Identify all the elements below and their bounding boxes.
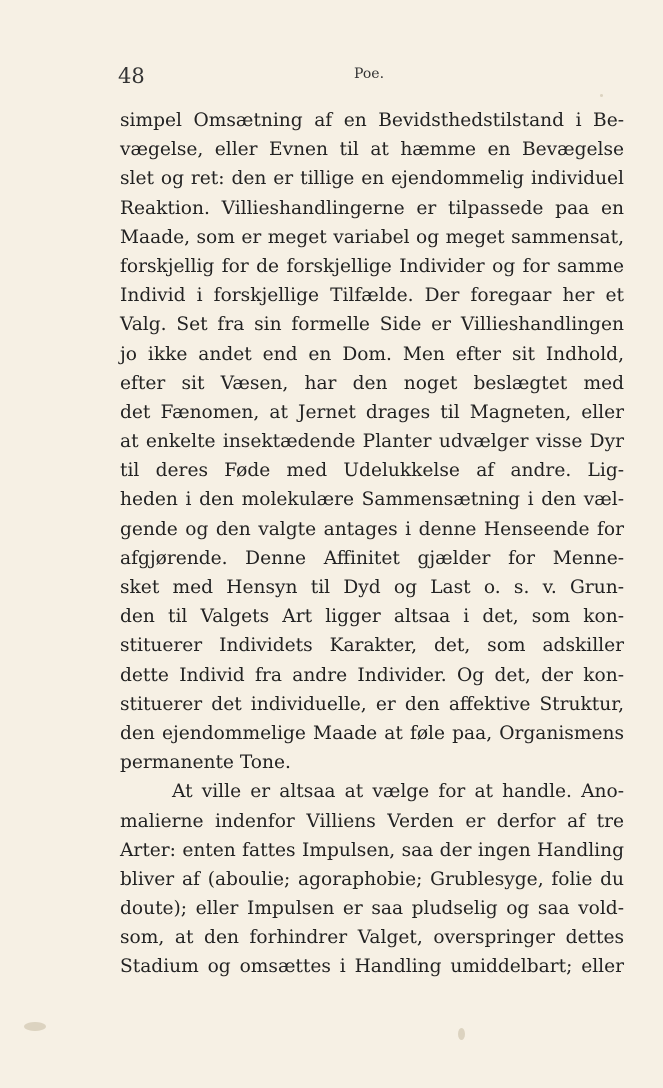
text-line: vægelse, eller Evnen til at hæmme en Bevægelse: [120, 139, 624, 161]
paper-speck: [458, 1028, 465, 1040]
text-line: stituerer Individets Karakter, det, som adskiller: [120, 635, 624, 657]
text-line: doute); eller Impulsen er saa pludselig og saa vold-: [120, 898, 624, 920]
text-line: til deres Føde med Udelukkelse af andre. Lig-: [120, 460, 624, 482]
page-header: [118, 64, 624, 94]
text-line: Individ i forskjellige Tilfælde. Der foregaar her et: [120, 285, 624, 307]
text-line: gende og den valgte antages i denne Henseende for: [120, 518, 624, 540]
text-line: Stadium og omsættes i Handling umiddelbart; eller: [120, 956, 624, 978]
paragraph-1: [120, 106, 624, 777]
text-line: malierne indenfor Villiens Verden er derfor af tre: [120, 810, 624, 832]
text-line: Valg. Set fra sin formelle Side er Villieshandlingen: [120, 314, 624, 336]
text-line: den til Valgets Art ligger altsaa i det, som kon-: [120, 606, 624, 628]
text-line: At ville er altsaa at vælge for at handle. Ano-: [172, 781, 624, 803]
text-line: efter sit Væsen, har den noget beslægtet med: [120, 372, 624, 394]
paragraph-2: [120, 777, 624, 981]
text-line: bliver af (aboulie; agoraphobie; Grublesyge, folie du: [120, 868, 624, 890]
text-line: simpel Omsætning af en Bevidsthedstilstand i Be-: [120, 110, 624, 131]
text-line: Maade, som er meget variabel og meget sammensat,: [120, 226, 624, 248]
text-line: stituerer det individuelle, er den affektive Struktur,: [120, 693, 624, 715]
paper-speck: [600, 94, 603, 97]
text-line: Reaktion. Villieshandlingerne er tilpassede paa en: [120, 197, 624, 219]
paper-speck: [24, 1022, 46, 1031]
text-line: som, at den forhindrer Valget, overspringer dettes: [120, 927, 624, 949]
text-line: jo ikke andet end en Dom. Men efter sit Indhold,: [120, 343, 624, 365]
text-line: slet og ret: den er tillige en ejendommelig individuel: [120, 168, 624, 190]
text-line: det Fænomen, at Jernet drages til Magneten, eller: [120, 401, 624, 423]
text-line: heden i den molekulære Sammensætning i den væl-: [120, 489, 624, 511]
text-line: permanente Tone.: [120, 752, 291, 774]
text-line: afgjørende. Denne Affinitet gjælder for Menne-: [120, 547, 624, 569]
text-line: dette Individ fra andre Individer. Og det, der kon-: [120, 664, 624, 686]
text-line: den ejendommelige Maade at føle paa, Organismens: [120, 722, 624, 744]
text-line: sket med Hensyn til Dyd og Last o. s. v. Grun-: [120, 577, 624, 598]
text-line: at enkelte insektædende Planter udvælger visse Dyr: [120, 431, 624, 453]
running-head: Poe.: [354, 66, 385, 82]
body-text: [120, 106, 624, 982]
text-line: forskjellig for de forskjellige Individer og for samme: [120, 255, 624, 277]
text-line: Arter: enten fattes Impulsen, saa der ingen Handling: [120, 839, 624, 861]
page-number: 48: [118, 64, 145, 88]
